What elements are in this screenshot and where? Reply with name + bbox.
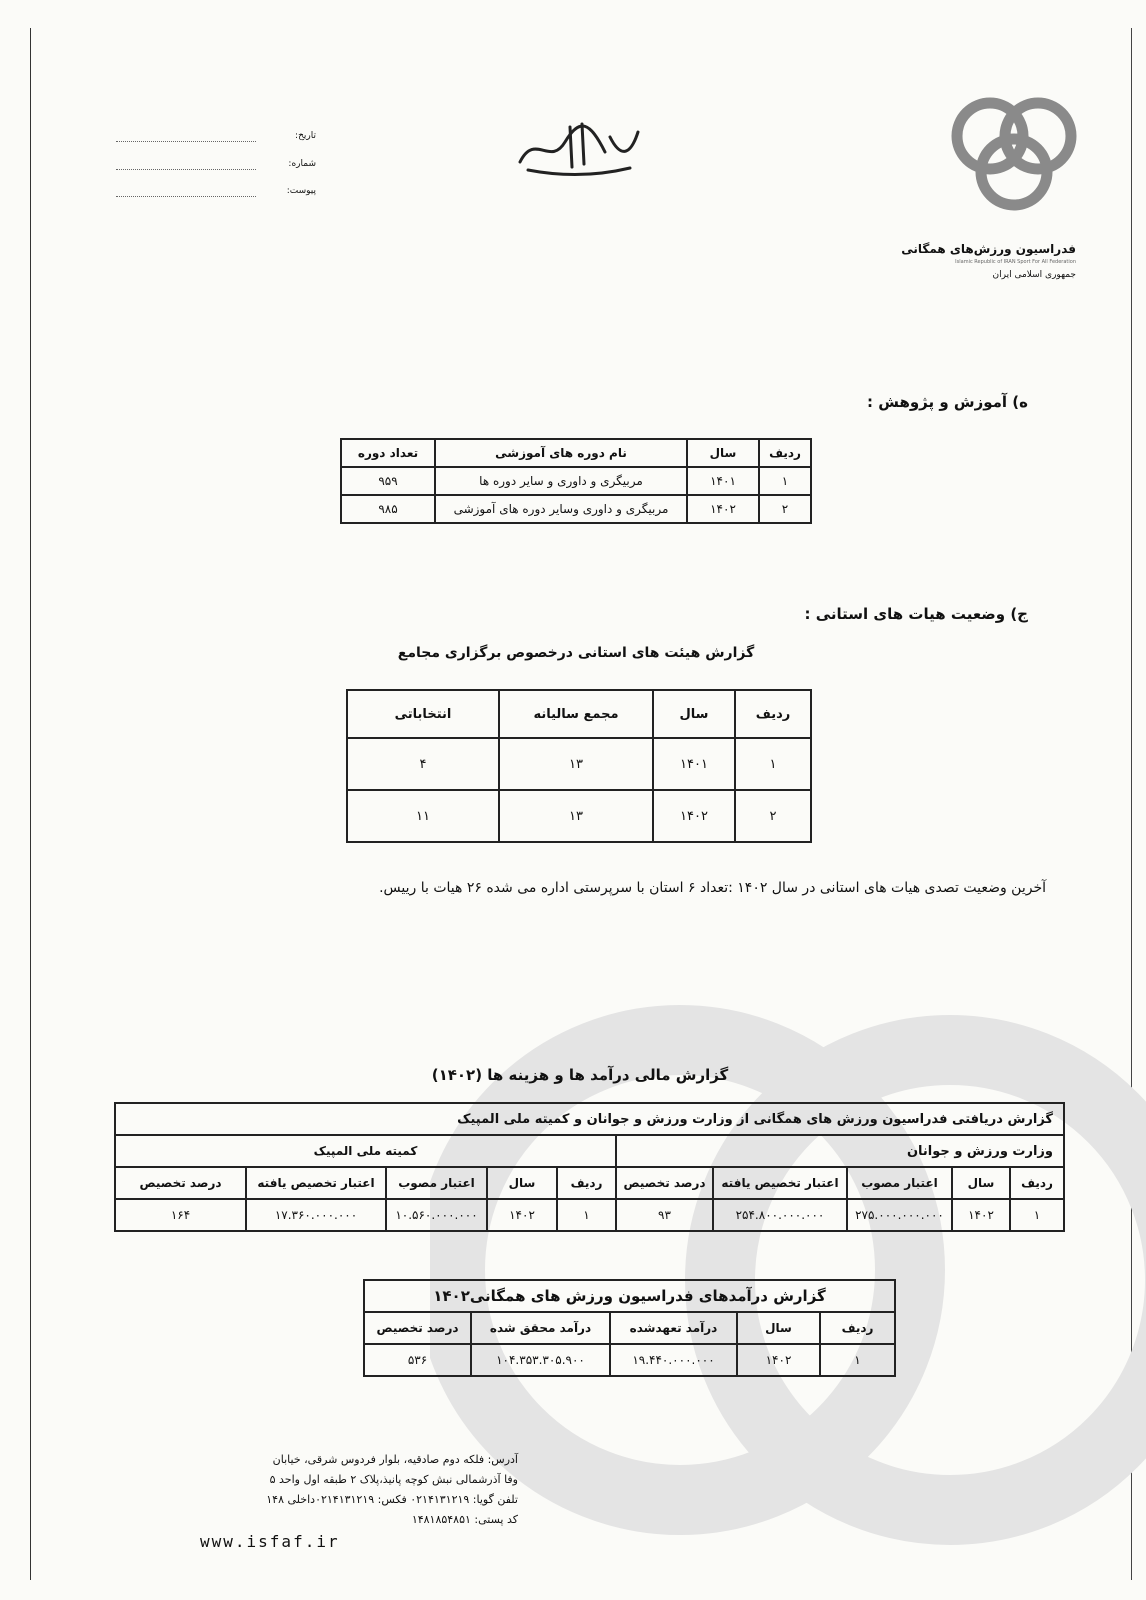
cell: ۹۸۵: [341, 495, 435, 523]
cell: ۱۷.۳۶۰.۰۰۰.۰۰۰: [246, 1199, 386, 1231]
cell: ۱۳: [499, 738, 653, 790]
col-allocation-percent: درصد تخصیص: [616, 1167, 713, 1199]
cell: ۱: [759, 467, 811, 495]
cell: ۱۱: [347, 790, 499, 842]
cell: ۱۴۰۲: [653, 790, 735, 842]
col-row: ردیف: [759, 439, 811, 467]
date-line: [116, 141, 256, 142]
cell: ۲۷۵.۰۰۰.۰۰۰.۰۰۰: [847, 1199, 952, 1231]
col-realized-income: درآمد محقق شده: [471, 1312, 610, 1344]
col-allocated-credit: اعتبار تخصیص یافته: [246, 1167, 386, 1199]
col-row: ردیف: [557, 1167, 616, 1199]
education-heading: ه) آموزش و پژوهش :: [867, 393, 1028, 411]
cell: مربیگری و داوری و سایر دوره ها: [435, 467, 687, 495]
table-header-row: [347, 690, 811, 738]
cell: ۱: [557, 1199, 616, 1231]
table-row: [115, 1199, 1064, 1231]
footer-contact: [198, 1450, 518, 1530]
col-committed-income: درآمد تعهدشده: [610, 1312, 737, 1344]
col-course-count: تعداد دوره: [341, 439, 435, 467]
provincial-note: آخرین وضعیت تصدی هیات های استانی در سال ۱۴۰۲ :تعداد ۶ استان با سرپرستی اداره می شده ۲۶ هیات با رییس.: [379, 880, 1046, 896]
cell: ۵۳۶: [364, 1344, 471, 1376]
cell: ۹۳: [616, 1199, 713, 1231]
cell: ۱: [1010, 1199, 1064, 1231]
col-year: سال: [737, 1312, 820, 1344]
federation-logo: [948, 88, 1080, 213]
table-row: [347, 738, 811, 790]
table-row: [341, 495, 811, 523]
attachment-label: پیوست:: [286, 186, 316, 196]
table-row: [364, 1344, 895, 1376]
col-electoral: انتخاباتی: [347, 690, 499, 738]
table-header-row: [364, 1312, 895, 1344]
cell: ۲: [735, 790, 811, 842]
date-field[interactable]: [116, 131, 316, 147]
financial-heading: گزارش مالی درآمد ها و هزینه ها (۱۴۰۲): [431, 1066, 729, 1084]
col-year: سال: [687, 439, 759, 467]
col-year: سال: [952, 1167, 1010, 1199]
col-row: ردیف: [735, 690, 811, 738]
cell: ۱۴۰۲: [487, 1199, 557, 1231]
cell: ۱: [735, 738, 811, 790]
cell: مربیگری و داوری وسایر دوره های آموزشی: [435, 495, 687, 523]
org-country: جمهوری اسلامی ایران: [992, 270, 1076, 280]
cell: ۱۴۰۱: [653, 738, 735, 790]
cell: ۱: [820, 1344, 895, 1376]
provincial-table: [346, 689, 812, 843]
number-field[interactable]: [116, 159, 316, 175]
col-year: سال: [653, 690, 735, 738]
table-row: [341, 467, 811, 495]
table-header-row: [341, 439, 811, 467]
table-header-row: [115, 1167, 1064, 1199]
education-table: [340, 438, 812, 524]
cell: ۱۶۴: [115, 1199, 246, 1231]
number-line: [116, 169, 256, 170]
col-course-name: نام دوره های آموزشی: [435, 439, 687, 467]
cell: ۱۴۰۲: [952, 1199, 1010, 1231]
org-name-english: Islamic Republic of IRAN Sport For All Federation: [955, 259, 1076, 265]
cell: ۹۵۹: [341, 467, 435, 495]
group-olympic: کمیته ملی المپیک: [115, 1135, 616, 1167]
cell: ۱۰۴.۳۵۳.۳۰۵.۹۰۰: [471, 1344, 610, 1376]
cell: ۱۳: [499, 790, 653, 842]
watermark-logo: [430, 950, 1146, 1600]
col-annual-assembly: مجمع سالیانه: [499, 690, 653, 738]
cell: ۱۴۰۲: [737, 1344, 820, 1376]
col-row: ردیف: [820, 1312, 895, 1344]
col-allocated-credit: اعتبار تخصیص یافته: [713, 1167, 847, 1199]
cell: ۱۹.۴۴۰.۰۰۰.۰۰۰: [610, 1344, 737, 1376]
col-approved-credit: اعتبار مصوب: [386, 1167, 487, 1199]
date-label: تاریخ:: [295, 131, 316, 141]
attachment-field[interactable]: [116, 186, 316, 202]
address-line-1: آدرس: فلکه دوم صادقیه، بلوار فردوس شرقی، خیابان: [272, 1453, 518, 1466]
cell: ۲: [759, 495, 811, 523]
table-title-row: [115, 1103, 1064, 1135]
allocation-table-title: گزارش دریافتی فدراسیون ورزش های همگانی از وزارت ورزش و جوانان و کمیته ملی المپیک: [115, 1103, 1064, 1135]
provincial-heading: ج) وضعیت هیات های استانی :: [804, 605, 1028, 623]
table-row: [347, 790, 811, 842]
income-table-title: گزارش درآمدهای فدراسیون ورزش های همگانی۱۴۰۲: [364, 1280, 895, 1312]
cell: ۱۴۰۲: [687, 495, 759, 523]
col-row: ردیف: [1010, 1167, 1064, 1199]
phone-line: تلفن گویا: ۰۲۱۴۱۳۱۲۱۹ فکس: ۰۲۱۴۱۳۱۲۱۹داخلی ۱۴۸: [266, 1493, 518, 1506]
table-group-row: [115, 1135, 1064, 1167]
cell: ۴: [347, 738, 499, 790]
provincial-table-title: گزارش هیئت های استانی درخصوص برگزاری مجامع: [397, 645, 755, 661]
allocation-table: [114, 1102, 1065, 1232]
cell: ۱۰.۵۶۰.۰۰۰.۰۰۰: [386, 1199, 487, 1231]
table-title-row: [364, 1280, 895, 1312]
website-link[interactable]: www.isfaf.ir: [200, 1532, 340, 1551]
col-year: سال: [487, 1167, 557, 1199]
number-label: شماره:: [288, 159, 316, 169]
income-table: [363, 1279, 896, 1377]
group-ministry: وزارت ورزش و جوانان: [616, 1135, 1064, 1167]
col-allocation-percent: درصد تخصیص: [364, 1312, 471, 1344]
postal-code: کد پستی: ۱۴۸۱۸۵۴۸۵۱: [411, 1513, 518, 1526]
bismillah-calligraphy: [510, 112, 650, 182]
attachment-line: [116, 196, 256, 197]
col-allocation-percent: درصد تخصیص: [115, 1167, 246, 1199]
col-approved-credit: اعتبار مصوب: [847, 1167, 952, 1199]
cell: ۲۵۴.۸۰۰.۰۰۰.۰۰۰: [713, 1199, 847, 1231]
cell: ۱۴۰۱: [687, 467, 759, 495]
address-line-2: وفا آذرشمالی نبش کوچه پانیذ،پلاک ۲ طبقه اول واحد ۵: [269, 1473, 518, 1486]
org-name: فدراسیون ورزش‌های همگانی: [901, 242, 1076, 256]
